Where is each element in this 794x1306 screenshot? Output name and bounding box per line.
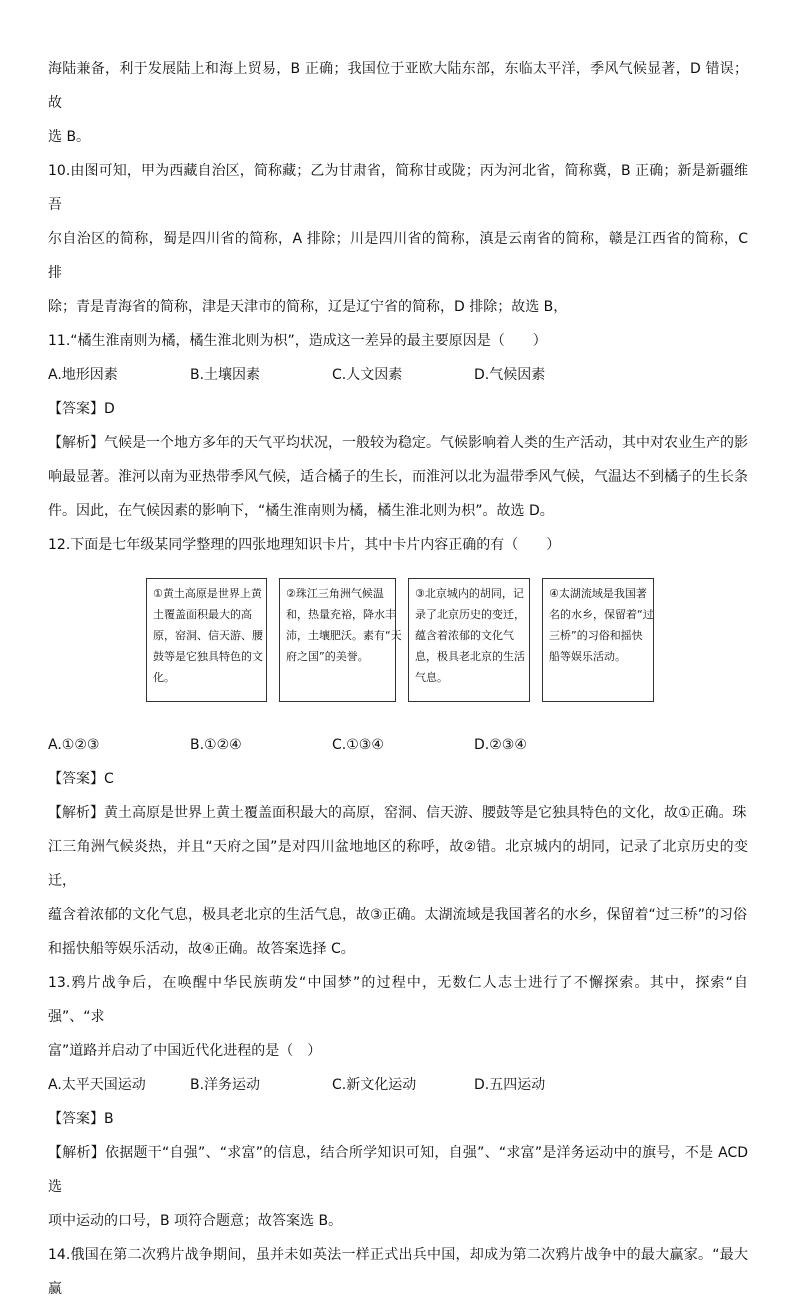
- analysis-line: 【解析】气候是一个地方多年的天气平均状况，一般较为稳定。气候影响着人类的生产活动，其中对农业生产的影: [48, 435, 748, 451]
- paragraph: 海陆兼备，利于发展陆上和海上贸易，B 正确；我国位于亚欧大陆东部，东临太平洋，季风气候显著，D 错误；故: [48, 61, 748, 111]
- card-text: 和，热量充裕，降水丰: [286, 608, 396, 621]
- knowledge-card-3: [408, 578, 530, 702]
- answer-label: 【答案】C: [48, 771, 114, 787]
- question-10-line: 除；青是青海省的简称，津是天津市的简称，辽是辽宁省的简称，D 排除；故选 B，: [48, 299, 568, 315]
- card-text: 录了北京历史的变迁，: [415, 608, 525, 621]
- card-text: 气息。: [415, 671, 448, 684]
- card-text: 三桥”的习俗和摇快: [549, 629, 643, 642]
- knowledge-card-1: [146, 578, 267, 702]
- question-12-stem: 12.下面是七年级某同学整理的四张地理知识卡片，其中卡片内容正确的有（ ）: [48, 537, 561, 553]
- card-text: ②珠江三角洲气候温: [286, 587, 384, 600]
- card-text: 名的水乡，保留着“过: [549, 608, 654, 621]
- card-text: ①黄土高原是世界上黄: [153, 587, 262, 600]
- option-c: C.①③④: [332, 737, 384, 753]
- analysis-line: 江三角洲气候炎热，并且“天府之国”是对四川盆地地区的称呼，故②错。北京城内的胡同，记录了北京历史的变迁，: [48, 839, 748, 889]
- card-text: 原，窑洞、信天游、腰: [153, 629, 263, 642]
- option-a: A.太平天国运动: [48, 1077, 146, 1093]
- option-d: D.气候因素: [474, 367, 546, 383]
- card-text: 蕴含着浓郁的文化气: [415, 629, 514, 642]
- analysis-line: 和摇快船等娱乐活动，故④正确。故答案选择 C。: [48, 941, 355, 957]
- card-text: 土覆盖面积最大的高: [153, 608, 252, 621]
- option-b: B.①②④: [190, 737, 242, 753]
- card-text: 息，极具老北京的生活: [415, 650, 525, 663]
- knowledge-card-2: [279, 578, 402, 702]
- card-text: ④太湖流域是我国著: [549, 587, 647, 600]
- question-13-stem: 13.鸦片战争后，在唤醒中华民族萌发“中国梦”的过程中，无数仁人志士进行了不懈探索。其中，探索“自强”、“求: [48, 975, 748, 1025]
- option-d: D.②③④: [474, 737, 527, 753]
- option-a: A.地形因素: [48, 367, 118, 383]
- question-13-options: [48, 1068, 748, 1102]
- card-text: 船等娱乐活动。: [549, 650, 626, 663]
- card-text: 鼓等是它独具特色的文: [153, 650, 263, 663]
- answer-label: 【答案】D: [48, 401, 115, 417]
- option-b: B.土壤因素: [190, 367, 261, 383]
- paragraph: 选 B。: [48, 129, 91, 145]
- card-text: 化。: [153, 671, 175, 684]
- analysis-line: 响最显著。淮河以南为亚热带季风气候，适合橘子的生长，而淮河以北为温带季风气候，气温达不到橘子的生长条: [48, 469, 748, 485]
- document-page: [48, 52, 748, 1306]
- analysis-line: 蕴含着浓郁的文化气息，极具老北京的生活气息，故③正确。太湖流域是我国著名的水乡，保留着“过三桥”的习俗: [48, 907, 748, 923]
- answer-label: 【答案】B: [48, 1111, 114, 1127]
- question-11-stem: 11.“橘生淮南则为橘，橘生淮北则为枳”，造成这一差异的最主要原因是（ ）: [48, 333, 547, 349]
- question-13-stem: 富”道路并启动了中国近代化进程的是（ ）: [48, 1043, 322, 1059]
- question-12-options: [48, 728, 748, 762]
- option-d: D.五四运动: [474, 1077, 546, 1093]
- question-10-line: 10.由图可知，甲为西藏自治区，简称藏；乙为甘肃省，简称甘或陇；丙为河北省，简称冀，B 正确；新是新疆维吾: [48, 163, 748, 213]
- option-c: C.新文化运动: [332, 1077, 417, 1093]
- analysis-line: 【解析】依据题干“自强”、“求富”的信息，结合所学知识可知，自强”、“求富”是洋务运动中的旗号，不是 ACD 选: [48, 1145, 748, 1195]
- question-10-line: 尔自治区的简称，蜀是四川省的简称，A 排除；川是四川省的简称，滇是云南省的简称，赣是江西省的简称，C 排: [48, 231, 748, 281]
- knowledge-cards: [48, 568, 748, 728]
- card-text: ③北京城内的胡同，记: [415, 587, 524, 600]
- option-b: B.洋务运动: [190, 1077, 261, 1093]
- knowledge-card-4: [542, 578, 654, 702]
- card-text: 沛，土壤肥沃。素有“天: [286, 629, 402, 642]
- analysis-line: 件。因此，在气候因素的影响下，“橘生淮南则为橘，橘生淮北则为枳”。故选 D。: [48, 503, 554, 519]
- question-11-options: [48, 358, 748, 392]
- analysis-line: 项中运动的口号，B 项符合题意；故答案选 B。: [48, 1213, 343, 1229]
- card-text: 府之国”的美誉。: [286, 650, 369, 663]
- option-a: A.①②③: [48, 737, 100, 753]
- question-14-stem: 14.俄国在第二次鸦片战争期间，虽并未如英法一样正式出兵中国，却成为第二次鸦片战争中的最大赢家。“最大赢: [48, 1247, 748, 1297]
- option-c: C.人文因素: [332, 367, 403, 383]
- analysis-line: 【解析】黄土高原是世界上黄土覆盖面积最大的高原，窑洞、信天游、腰鼓等是它独具特色的文化，故①正确。珠: [48, 805, 747, 821]
